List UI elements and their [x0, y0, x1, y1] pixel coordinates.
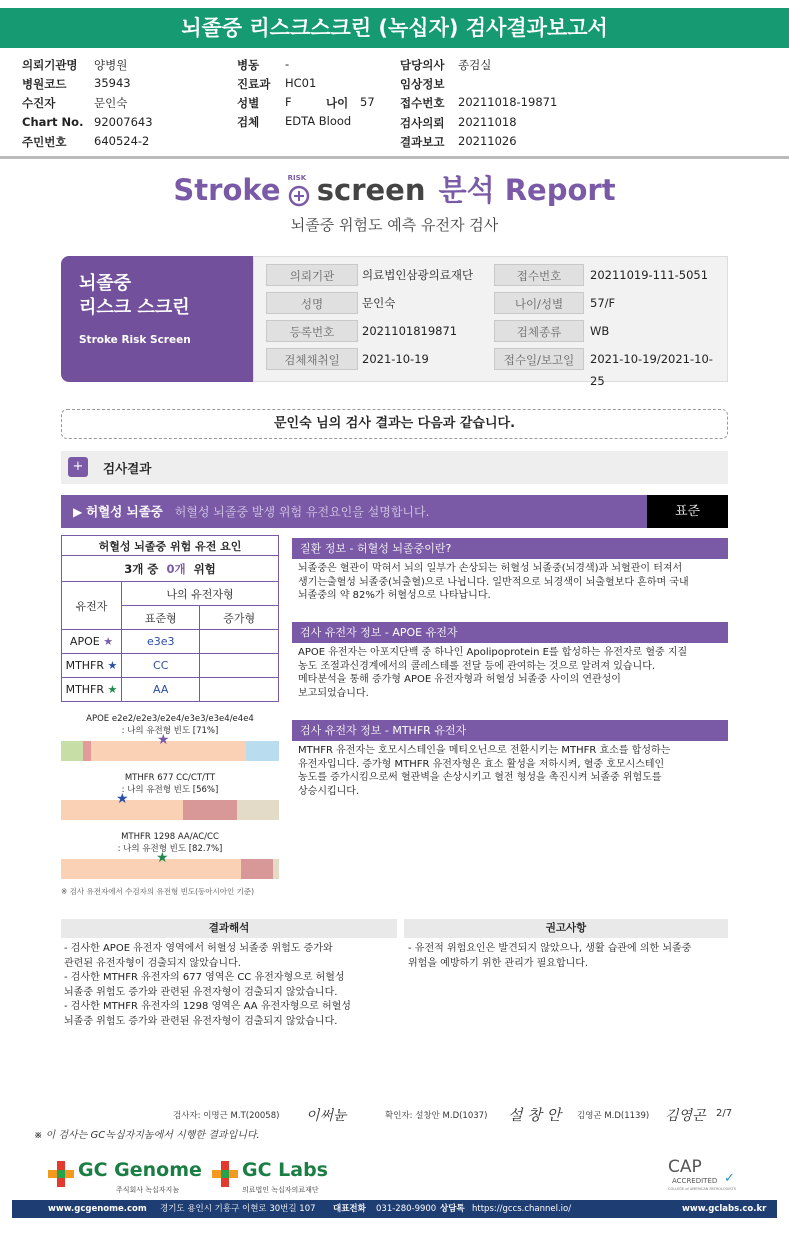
text-line: 생기는출혈성 뇌졸중(뇌출혈)으로 나뉩니다. 일반적으로 뇌경색이 뇌출혈보다 흔하며 국내	[298, 576, 689, 588]
signature-row	[0, 1103, 789, 1125]
text-line: 상승시킵니다.	[298, 785, 360, 797]
star-icon: ★	[156, 850, 169, 866]
table-row	[62, 678, 279, 702]
product-box	[61, 256, 253, 382]
cap-sub: ACCREDITED	[672, 1177, 718, 1185]
text-line: 뇌졸중 위험도 증가와 관련된 유전자형이 검출되지 않았습니다.	[64, 986, 338, 998]
results-section-bar	[61, 451, 728, 484]
cap-text: CAP	[668, 1157, 702, 1177]
product-title-1: 뇌졸중	[79, 273, 132, 294]
gene-cell	[62, 654, 122, 678]
header-value: 20211018-19871	[458, 95, 558, 109]
info-value: 2021-10-19	[362, 352, 429, 366]
recommendation-title: 권고사항	[404, 919, 728, 938]
summary-c: 위험	[193, 561, 216, 576]
header-label: 병원코드	[22, 77, 67, 91]
info-label: 성명	[266, 292, 358, 314]
section-text	[298, 744, 728, 798]
freq-bar-mthfr677	[61, 791, 279, 820]
patient-header	[0, 52, 789, 156]
freq-seg	[83, 741, 91, 761]
report-title: 뇌졸중 리스크스크린 (녹십자) 검사결과보고서	[0, 8, 789, 48]
freq-title: MTHFR 677 CC/CT/TT	[124, 773, 216, 783]
std-cell: e3e3	[122, 630, 200, 654]
header-divider	[0, 156, 789, 159]
section-text	[298, 646, 728, 700]
text-line: - 검사한 APOE 유전자 영역에서 허혈성 뇌졸중 위험도 증가와	[64, 943, 333, 954]
freq-note: ※ 검사 유전자에서 수검자의 유전형 빈도(동아시아인 기준)	[61, 887, 255, 896]
product-title-2: 리스크 스크린	[79, 297, 190, 318]
info-label: 접수번호	[494, 264, 584, 286]
header-value: 57	[360, 95, 375, 109]
header-value: -	[285, 57, 290, 71]
freq-seg	[246, 741, 279, 761]
info-label: 접수일/보고일	[494, 348, 584, 370]
text-line: 유전자입니다. 증가형 MTHFR 유전자형은 효소 활성을 저하시켜, 혈중 호모시스테인	[298, 758, 665, 770]
doctor: 김영곤 M.D(1139)	[577, 1111, 650, 1121]
header-label: 나이	[326, 96, 349, 110]
gc-cross-icon	[48, 1161, 74, 1187]
gene-table-summary	[62, 556, 279, 582]
arrow-icon: ▶	[73, 505, 83, 519]
risk-icon	[287, 173, 310, 207]
inc-cell	[200, 630, 279, 654]
freq-seg	[237, 800, 279, 820]
star-icon: ★	[157, 732, 170, 748]
tester-signature: 이써뉸	[306, 1108, 347, 1124]
product-title-en: Stroke Risk Screen	[79, 334, 191, 346]
header-value: F	[285, 95, 292, 109]
table-row	[62, 630, 279, 654]
info-label: 검체종류	[494, 320, 584, 342]
disease-band	[61, 495, 647, 528]
header-value: 92007643	[94, 115, 153, 129]
footer-left-url[interactable]: www.gcgenome.com	[48, 1204, 147, 1214]
header-label: 검체	[237, 115, 260, 129]
col-my: 나의 유전자형	[122, 582, 279, 606]
section-text	[298, 562, 728, 603]
footer-bar	[12, 1200, 777, 1218]
footnote: ※ 이 검사는 GC녹십자지놈에서 시행한 결과입니다.	[34, 1130, 260, 1141]
freq-text: : 나의 유전형 빈도 [56%]	[121, 785, 219, 795]
freq-seg	[61, 741, 83, 761]
header-value: 종검실	[458, 58, 492, 72]
gene-cell	[62, 630, 122, 654]
freq-title: MTHFR 1298 AA/AC/CC	[121, 832, 219, 842]
header-value: 640524-2	[94, 134, 150, 148]
summary-a: 3개 중	[124, 561, 159, 576]
info-label: 나이/성별	[494, 292, 584, 314]
gc-cross-icon	[212, 1161, 238, 1187]
cap-sub2: COLLEGE of AMERICAN PATHOLOGISTS	[668, 1187, 736, 1191]
header-label: 검사의뢰	[400, 116, 445, 130]
gene-name: MTHFR	[65, 683, 105, 696]
info-value: 2021101819871	[362, 324, 458, 338]
info-value: 57/F	[590, 296, 616, 310]
freq-title: APOE e2e2/e2e3/e2e4/e3e3/e3e4/e4e4	[86, 714, 254, 724]
interpretation-text	[64, 942, 397, 1029]
inc-cell	[200, 654, 279, 678]
doctor-signature: 김영곤	[665, 1108, 706, 1124]
info-value: 20211019-111-5051	[590, 268, 709, 282]
footer-tel: 031-280-9900	[376, 1204, 437, 1214]
gc-genome-sub: 주식회사 녹십자지놈	[116, 1186, 180, 1194]
freq-text: : 나의 유전형 빈도 [71%]	[121, 726, 219, 736]
info-label: 검체채취일	[266, 348, 358, 370]
header-label: 성별	[237, 96, 260, 110]
result-notice: 문인숙 님의 검사 결과는 다음과 같습니다.	[61, 409, 728, 439]
text-line: 보고되었습니다.	[298, 687, 369, 699]
header-label: 수진자	[22, 96, 56, 110]
header-label: 진료과	[237, 77, 271, 91]
header-label: 주민번호	[22, 135, 67, 149]
freq-seg	[183, 800, 237, 820]
page-number: 2/7	[716, 1108, 733, 1119]
text-line: - 유전적 위험요인은 발견되지 않았으나, 생활 습관에 의한 뇌졸중	[408, 943, 692, 954]
col-inc: 증가형	[200, 606, 279, 630]
gc-labs-text: GC Labs	[242, 1159, 328, 1181]
gene-name: MTHFR	[65, 659, 105, 672]
text-line: - 검사한 MTHFR 유전자의 677 영역은 CC 유전자형으로 허혈성	[64, 972, 345, 983]
std-cell: CC	[122, 654, 200, 678]
brand-logo	[0, 168, 789, 209]
freq-text: : 나의 유전형 빈도 [82.7%]	[117, 844, 223, 854]
patient-info-grid	[253, 256, 728, 388]
check-icon: ✓	[724, 1171, 735, 1186]
info-value: 의료법인삼광의료재단	[362, 268, 474, 282]
results-title: 검사결과	[103, 461, 152, 476]
gene-table-title: 허혈성 뇌졸중 위험 유전 요인	[62, 536, 279, 556]
header-value: 20211018	[458, 115, 517, 129]
tester: 검사자: 이명근 M.T(20058)	[173, 1111, 280, 1121]
freq-label-mthfr1298	[61, 831, 279, 855]
header-value: 문인숙	[94, 96, 128, 110]
footer-kakao[interactable]: https://gccs.channel.io/	[472, 1204, 572, 1214]
text-line: APOE 유전자는 아포지단백 중 하나인 Apolipoprotein E를 합성하는 유전자로 혈중 지질	[298, 647, 688, 658]
disease-desc: 허혈성 뇌졸중 발생 위험 유전요인을 설명합니다.	[174, 505, 430, 519]
freq-seg	[241, 859, 273, 879]
gene-cell	[62, 678, 122, 702]
header-label: 병동	[237, 58, 260, 72]
header-value: HC01	[285, 76, 317, 90]
risk-label: RISK	[287, 173, 307, 182]
footer-right-url[interactable]: www.gclabs.co.kr	[682, 1204, 767, 1214]
star-icon: ★	[107, 659, 118, 672]
gc-genome-text: GC Genome	[78, 1159, 202, 1181]
table-row	[62, 654, 279, 678]
logos-row	[0, 1155, 789, 1195]
results-icon: +	[68, 457, 88, 477]
freq-label-mthfr677	[61, 772, 279, 796]
section-title: 검사 유전자 정보 - MTHFR 유전자	[292, 720, 728, 741]
header-value: EDTA Blood	[285, 114, 352, 128]
text-line: 위험을 예방하기 위한 관리가 필요합니다.	[408, 957, 589, 969]
header-value: 20211026	[458, 134, 517, 148]
confirmer-signature: 설 창 안	[508, 1106, 562, 1124]
section-title: 질환 정보 - 허혈성 뇌졸중이란?	[292, 538, 728, 559]
text-line: 메타분석을 통해 증가형 APOE 유전자형과 허혈성 뇌졸중 사이의 연관성이	[298, 674, 621, 685]
std-cell: AA	[122, 678, 200, 702]
col-std: 표준형	[122, 606, 200, 630]
footer-kakao-label: 상담톡	[440, 1204, 465, 1214]
text-line: 뇌졸중은 혈관이 막혀서 뇌의 일부가 손상되는 허혈성 뇌졸중(뇌경색)과 뇌혈관이 터져서	[298, 563, 683, 574]
summary-b: 0개	[166, 561, 186, 576]
info-label: 등록번호	[266, 320, 358, 342]
footer-tel-label: 대표전화	[333, 1204, 366, 1214]
confirmer: 확인자: 설창안 M.D(1037)	[385, 1111, 488, 1121]
header-label: 접수번호	[400, 96, 445, 110]
text-line: 관련된 유전자형이 검출되지 않았습니다.	[64, 957, 241, 969]
brand-stroke: Stroke	[173, 173, 281, 207]
star-icon: ★	[107, 683, 118, 696]
brand-report: 분석 Report	[438, 173, 616, 207]
brand-subtitle: 뇌졸중 위험도 예측 유전자 검사	[290, 216, 499, 234]
inc-cell	[200, 678, 279, 702]
text-line: 농도를 증가시킴으로써 혈관벽을 손상시키고 혈전 형성을 촉진시켜 뇌졸중 위험도를	[298, 772, 662, 783]
freq-bar-mthfr1298	[61, 850, 279, 879]
info-value: WB	[590, 324, 610, 338]
header-value: 35943	[94, 76, 131, 90]
text-line: - 검사한 MTHFR 유전자의 1298 영역은 AA 유전자형으로 허혈성	[64, 1001, 351, 1012]
footer-address: 경기도 용인시 기흥구 이현로 30번길 107	[160, 1204, 316, 1214]
header-label: 임상정보	[400, 77, 445, 91]
gene-table	[61, 535, 279, 702]
header-label: 결과보고	[400, 135, 445, 149]
header-label: Chart No.	[22, 115, 84, 129]
star-icon: ★	[103, 635, 114, 648]
info-label: 의뢰기관	[266, 264, 358, 286]
text-line: 뇌졸중 위험도 증가와 관련된 유전자형이 검출되지 않았습니다.	[64, 1015, 338, 1027]
gene-name: APOE	[69, 635, 100, 648]
disease-title: 허혈성 뇌졸중	[86, 504, 163, 519]
freq-seg	[61, 859, 241, 879]
recommendation-text	[408, 942, 728, 971]
star-icon: ★	[116, 791, 129, 807]
brand-screen: screen	[316, 173, 426, 207]
text-line: 뇌졸중의 약 82%가 허혈성으로 나타납니다.	[298, 590, 491, 601]
freq-bar-apoe	[61, 732, 279, 761]
header-value: 양병원	[94, 58, 128, 72]
col-gene: 유전자	[62, 582, 122, 630]
standard-badge: 표준	[647, 495, 728, 528]
gc-labs-sub: 의료법인 녹십자의료재단	[242, 1186, 319, 1194]
freq-seg	[273, 859, 279, 879]
freq-label-apoe	[61, 713, 279, 737]
info-value: 2021-10-19/2021-10-25	[590, 352, 713, 388]
interpretation-title: 결과해석	[61, 919, 397, 938]
text-line: MTHFR 유전자는 호모시스테인을 메티오닌으로 전환시키는 MTHFR 효소를 합성하는	[298, 745, 671, 756]
header-label: 의뢰기관명	[22, 58, 78, 72]
section-title: 검사 유전자 정보 - APOE 유전자	[292, 622, 728, 643]
info-value: 문인숙	[362, 296, 396, 310]
header-label: 담당의사	[400, 58, 445, 72]
text-line: 농도 조절과신경계에서의 콜레스테롤 전달 등에 관여하는 것으로 알려져 있습니다.	[298, 660, 656, 672]
